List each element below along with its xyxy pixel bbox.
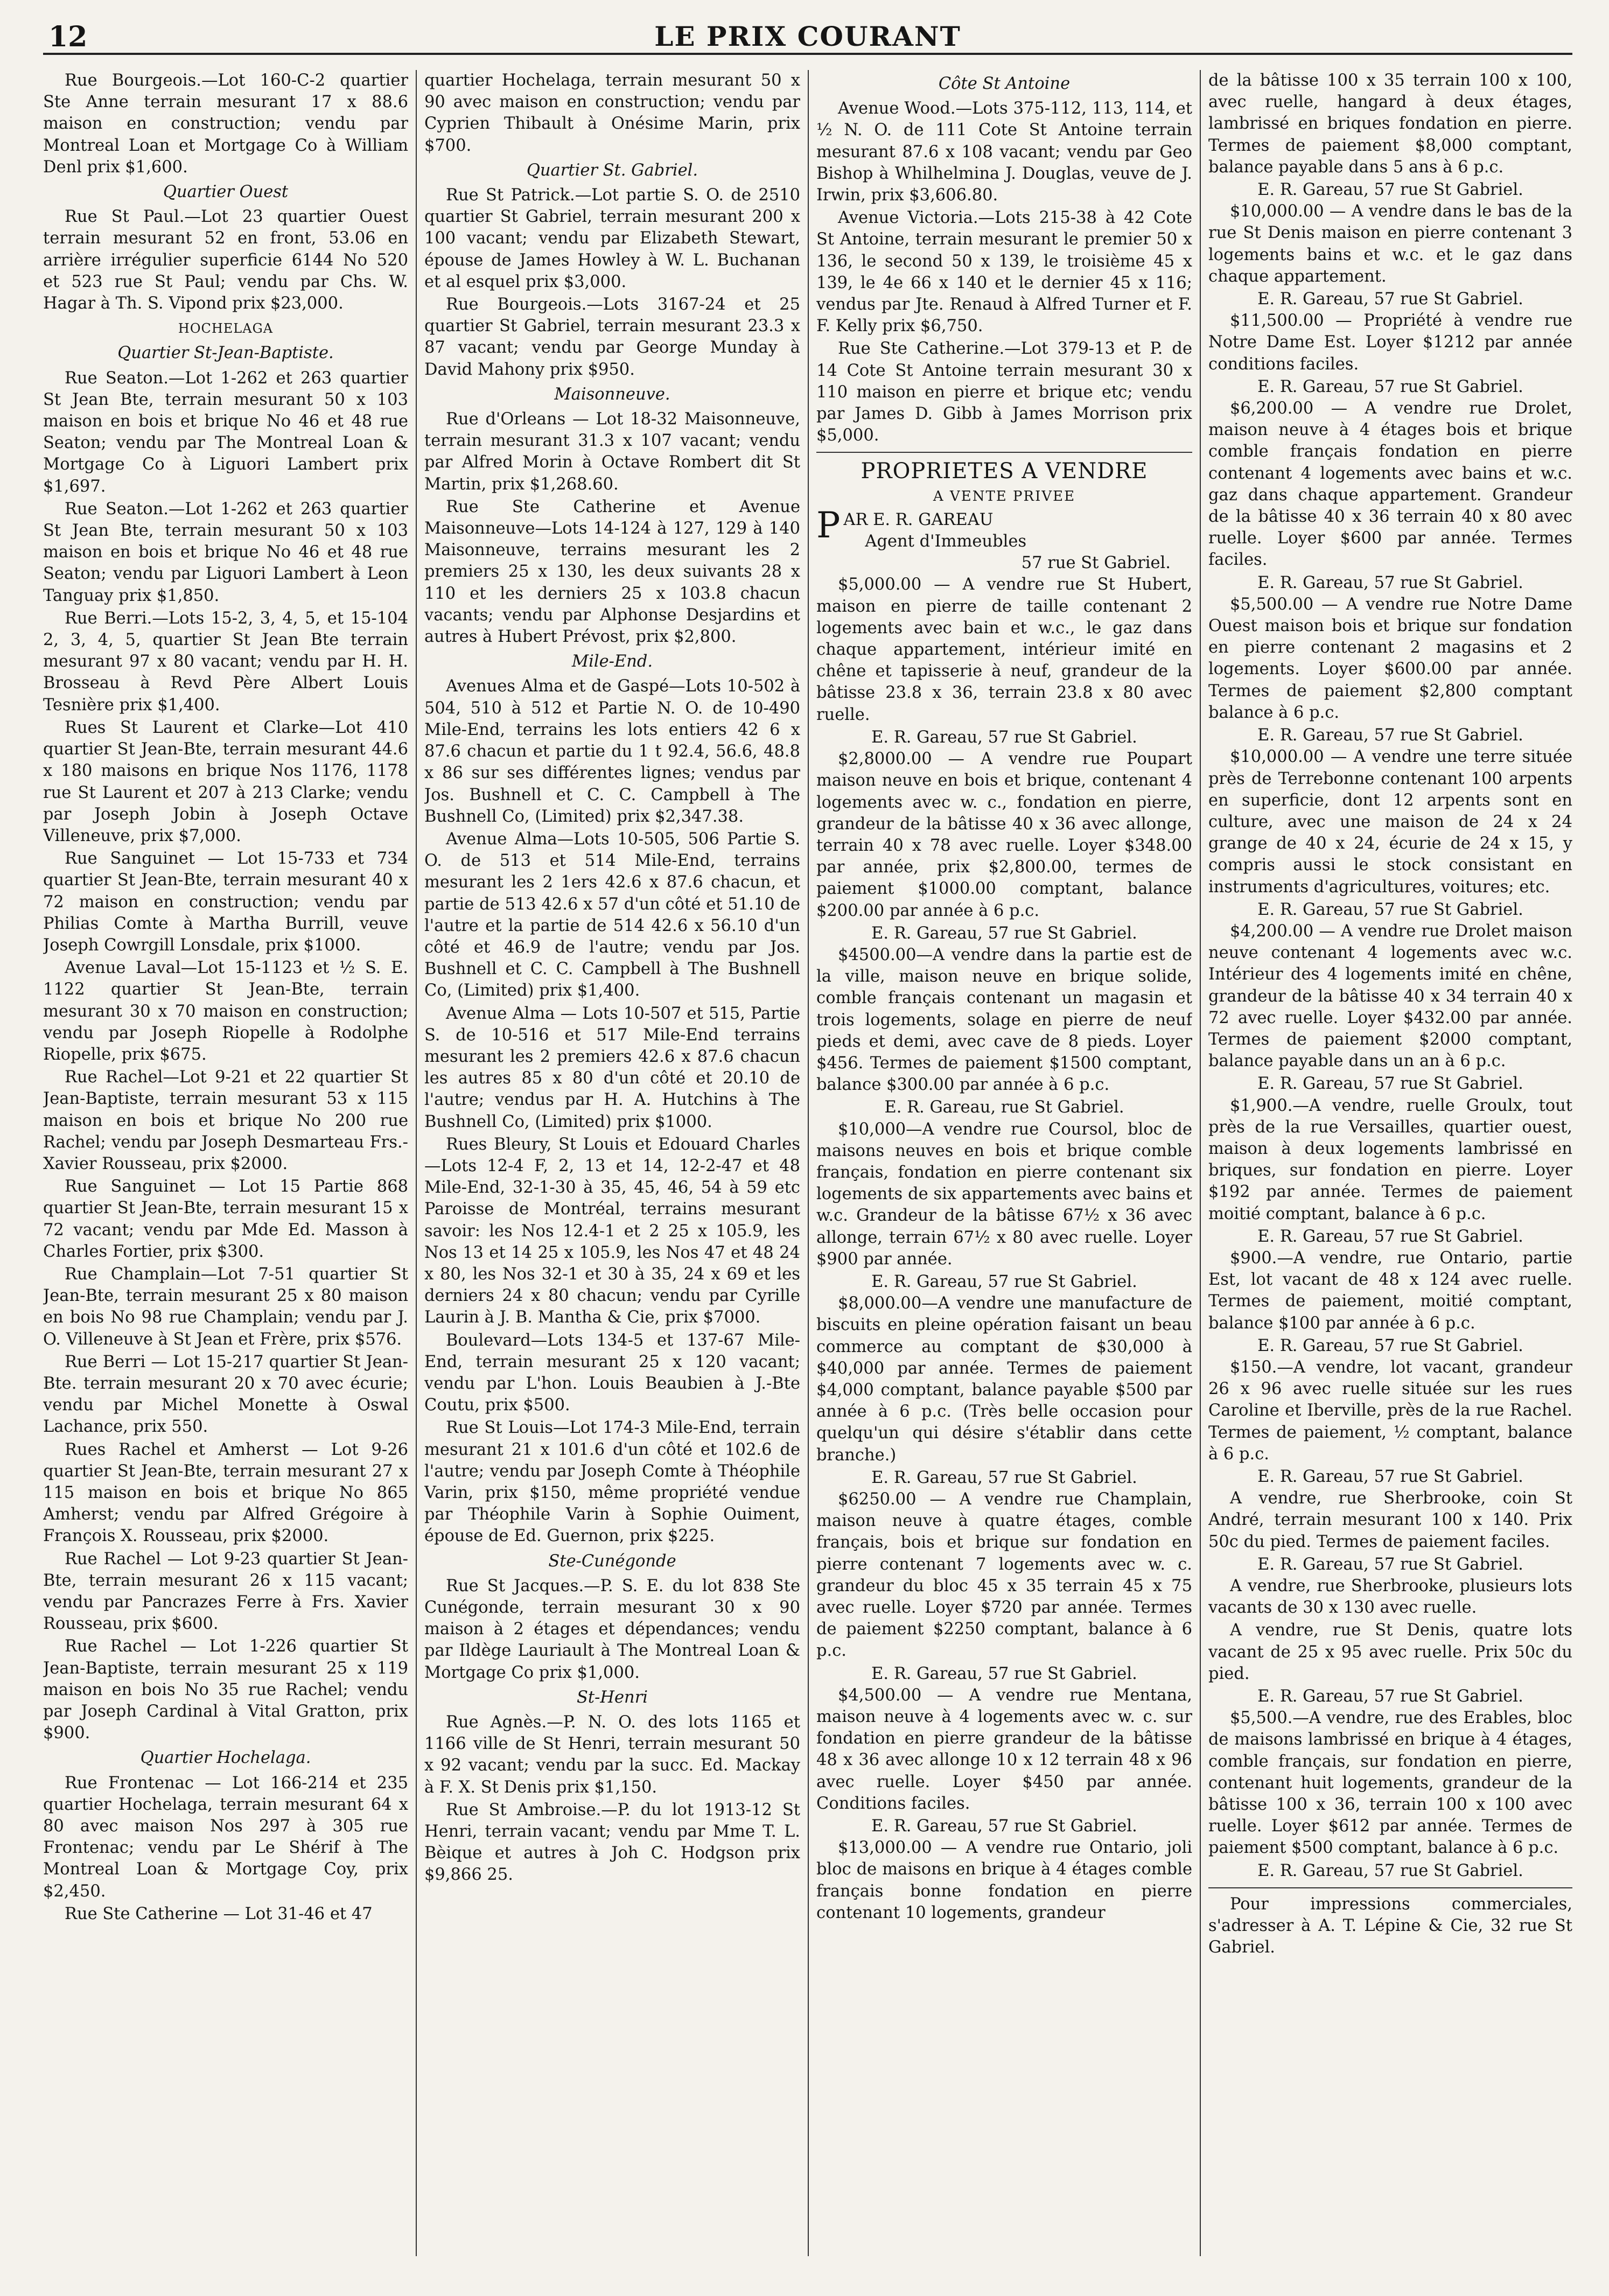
ad-listing: $900.—A vendre, rue Ontario, partie Est, lot vacant de 48 x 124 avec ruelle. Termes de paiement, moitié comptant, balance $100 par année à 6 p.c.: [1208, 1248, 1572, 1333]
ads-heading: PROPRIETES A VENDRE: [861, 459, 1148, 484]
listing: Rue Ste Catherine — Lot 31-46 et 47: [65, 1904, 373, 1923]
ad-signature: E. R. Gareau, 57 rue St Gabriel.: [871, 1664, 1137, 1683]
listing: Rue Ste Catherine.—Lot 379-13 et P. de 14 Cote St Antoine terrain mesurant 30 x 110 maison en pierre et brique etc; vendu par James D. Gibb à James Morrison prix $5,000.: [816, 339, 1192, 445]
listing: Rues Bleury, St Louis et Edouard Charles—Lots 12-4 F, 2, 13 et 14, 12-2-47 et 48 Mile-End, 32-1-30 à 35, 45, 46, 54 à 59 etc Paroisse de Montréal, terrains mesurant savoir: les Nos 12.4-1 et 2 25 x 105.9, les Nos 13 et 14 25 x 105.9, les Nos 47 et 48 24 x 80, les Nos 32-1 et 30 à 35, 24 x 69 et les derniers 24 x 80 chacun; vendu par Cyrille Laurin à J. B. Mantha & Cie, prix $7000.: [424, 1135, 800, 1327]
column-rule: [808, 70, 809, 2256]
section-heading: Quartier Ouest: [163, 183, 289, 202]
ad-listing: $11,500.00 — Propriété à vendre rue Notre Dame Est. Loyer $1212 par année conditions faciles.: [1208, 311, 1572, 374]
agent-name: AR E. R. GAREAU: [843, 510, 994, 529]
listing: Avenue Victoria.—Lots 215-38 à 42 Cote St Antoine, terrain mesurant le premier 50 x 136, le second 50 x 139, le troisième 45 x 139, le 4e 66 x 140 et le dernier 45 x 116; vendus par Jte. Renaud à Alfred Turner et F. F. Kelly prix $6,750.: [816, 208, 1192, 336]
ads-subheading: A VENTE PRIVEE: [933, 488, 1076, 505]
listing: Rue d'Orleans — Lot 18-32 Maisonneuve, terrain mesurant 31.3 x 107 vacant; vendu par Alfred Morin à Octave Rombert dit St Martin, prix $1,268.60.: [424, 410, 800, 494]
listing: Rue Sanguinet — Lot 15-733 et 734 quartier St Jean-Bte, terrain mesurant 40 x 72 maison en construction; vendu par Philias Comte à Martha Burrill, veuve Joseph Cowrgill Lonsdale, prix $1000.: [43, 849, 408, 955]
listing: Rue St Patrick.—Lot partie S. O. de 2510 quartier St Gabriel, terrain mesurant 200 x 100 vacant; vendu par Elizabeth Stewart, épouse de James Howley à W. L. Buchanan et al esquel prix $3,000.: [424, 186, 800, 291]
listing: Rues Rachel et Amherst — Lot 9-26 quartier St Jean-Bte, terrain mesurant 27 x 115 maison en bois et brique No 865 Amherst; vendu par Alfred Grégoire à François X. Rousseau, prix $2000.: [43, 1440, 408, 1546]
section-heading: St-Henri: [576, 1688, 648, 1707]
ad-signature: E. R. Gareau, 57 rue St Gabriel.: [1257, 1687, 1523, 1706]
section-heading: Quartier St-Jean-Baptiste.: [117, 344, 334, 363]
listing: Rues St Laurent et Clarke—Lot 410 quartier St Jean-Bte, terrain mesurant 44.6 x 180 maisons en brique Nos 1176, 1178 rue St Laurent et 207 à 213 Clarke; vendu par Joseph Jobin à Joseph Octave Villeneuve, prix $7,000.: [43, 718, 408, 845]
listing: Rue Frontenac — Lot 166-214 et 235 quartier Hochelaga, terrain mesurant 64 x 80 avec maison Nos 297 à 305 rue Frontenac; vendu par Le Shérif à The Montreal Loan & Mortgage Coy, prix $2,450.: [43, 1773, 408, 1901]
ad-listing: $5,000.00 — A vendre rue St Hubert, maison en pierre de taille contenant 2 logements avec bain et w.c., le gaz dans chaque appartement, intérieur imité en chêne et tapisserie à neuf, grandeur de la bâtisse 23.8 x 36, terrain 23.8 x 80 avec ruelle.: [816, 575, 1192, 724]
listing: Rue Berri.—Lots 15-2, 3, 4, 5, et 15-104 2, 3, 4, 5, quartier St Jean Bte terrain mesurant 97 x 80 vacant; vendu par H. H. Brosseau à Revd Père Albert Louis Tesnière prix $1,400.: [43, 608, 408, 715]
ad-listing: $13,000.00 — A vendre rue Ontario, joli bloc de maisons en brique à 4 étages comble français bonne fondation en pierre contenant 10 logements, grandeur: [816, 1838, 1192, 1922]
section-heading: Quartier Hochelaga.: [140, 1748, 311, 1768]
ad-listing: $6250.00 — A vendre rue Champlain, maison neuve à quatre étages, comble français, bois et brique sur fondation en pierre contenant 7 logements avec w. c. grandeur du bloc 45 x 35 terrain 45 x 75 avec ruelle. Loyer $720 par année. Termes de paiement $2250 comptant, balance à 6 p.c.: [816, 1490, 1192, 1661]
ad-signature: E. R. Gareau, 57 rue St Gabriel.: [871, 923, 1137, 943]
divider: [1208, 1887, 1572, 1888]
ad-listing: $4,200.00 — A vendre rue Drolet maison neuve contenant 4 logements avec w.c. Intérieur des 4 logements imité en chêne, grandeur de la bâtisse 40 x 34 terrain 40 x 72 avec ruelle. Loyer $432.00 par année. Termes de paiement $2000 comptant, balance payable dans un an à 6 p.c.: [1208, 921, 1572, 1071]
ad-listing: $4,500.00 — A vendre rue Mentana, maison neuve à 4 logements avec w. c. sur fondation en pierre grandeur de la bâtisse 48 x 36 avec allonge 10 x 12 terrain 48 x 96 avec ruelle. Loyer $450 par année. Conditions faciles.: [816, 1685, 1192, 1813]
ad-signature: E. R. Gareau, 57 rue St Gabriel.: [1257, 377, 1523, 396]
agent-address: 57 rue St Gabriel.: [1021, 554, 1171, 573]
ad-signature: E. R. Gareau, 57 rue St Gabriel.: [871, 1817, 1137, 1836]
agent-block: [816, 504, 1192, 552]
ad-listing: $1,900.—A vendre, ruelle Groulx, tout près de la rue Versailles, quartier ouest, maison à deux logements lambrissé en briques, sur fondation en pierre. Loyer $192 par année. Termes de paiement moitié comptant, balance à 6 p.c.: [1208, 1096, 1572, 1223]
ad-signature: E. R. Gareau, 57 rue St Gabriel.: [1257, 1227, 1523, 1246]
column-1: [43, 70, 408, 2256]
ad-listing: $5,500.00 — A vendre rue Notre Dame Ouest maison bois et brique sur fondation en pierre contenant 2 magasins et 2 logements. Loyer $600.00 par année. Termes de paiement $2,800 comptant balance à 6 p.c.: [1208, 594, 1572, 722]
ad-listing: A vendre, rue Sherbrooke, plusieurs lots vacants de 30 x 130 avec ruelle.: [1208, 1577, 1572, 1618]
listing: Boulevard—Lots 134-5 et 137-67 Mile-End, terrain mesurant 25 x 120 vacant; vendu par L'hon. Louis Beaubien à J.-Bte Coutu, prix $500.: [424, 1331, 800, 1415]
ad-signature: E. R. Gareau, 57 rue St Gabriel.: [871, 727, 1137, 747]
listing: Rue Agnès.—P. N. O. des lots 1165 et 1166 ville de St Henri, terrain mesurant 50 x 92 vacant; vendu par la succ. Ed. Mackay à F. X. St Denis prix $1,150.: [424, 1713, 800, 1797]
listing: Rue Seaton.—Lot 1-262 et 263 quartier St Jean Bte, terrain mesurant 50 x 103 maison en bois et brique No 46 et 48 rue Seaton; vendu par Liguori Lambert à Leon Tanguay prix $1,850.: [43, 499, 408, 605]
ad-listing: $2,8000.00 — A vendre rue Poupart maison neuve en bois et brique, contenant 4 logements avec w. c., fondation en pierre, grandeur de la bâtisse 40 x 36 avec allonge, terrain 40 x 78 avec ruelle. Loyer $348.00 par année, prix $2,800.00, termes de paiement $1000.00 comptant, balance $200.00 par année à 6 p.c.: [816, 750, 1192, 920]
listing: Rue Rachel—Lot 9-21 et 22 quartier St Jean-Baptiste, terrain mesurant 53 x 115 maison en bois et brique No 200 rue Rachel; vendu par Joseph Desmarteau Frs.-Xavier Rousseau, prix $2000.: [43, 1068, 408, 1173]
ad-listing: $10,000—A vendre rue Coursol, bloc de maisons neuves en bois et brique comble français, fondation en pierre contenant six logements de six appartements avec bains et w.c. Grandeur de la bâtisse 67½ x 36 avec allonge, terrain 67½ x 80 avec ruelle. Loyer $900 par année.: [816, 1119, 1192, 1269]
listing: Rue St Louis—Lot 174-3 Mile-End, terrain mesurant 21 x 101.6 d'un côté et 102.6 de l'autre; vendu par Joseph Comte à Théophile Varin, prix $150, même propriété vendue par Théophile Varin à Sophie Ouiment, épouse de Ed. Guernon, prix $225.: [424, 1418, 800, 1546]
ad-signature: E. R. Gareau, 57 rue St Gabriel.: [1257, 1467, 1523, 1486]
listing: Rue Bourgeois.—Lots 3167-24 et 25 quartier St Gabriel, terrain mesurant 23.3 x 87 vacant; vendu par George Munday à David Mahony prix $950.: [424, 295, 800, 379]
section-heading: Côte St Antoine: [938, 74, 1071, 93]
ad-listing: $4500.00—A vendre dans la partie est de la ville, maison neuve en brique solide, comble français contenant un magasin et trois logements, solage en pierre de neuf pieds et demi, avec cave de 8 pieds. Loyer $456. Termes de paiement $1500 comptant, balance $300.00 par année à 6 p.c.: [816, 945, 1192, 1095]
column-rule: [416, 70, 417, 2256]
section-heading: Ste-Cunégonde: [548, 1551, 676, 1571]
ad-listing: A vendre, rue St Denis, quatre lots vacant de 25 x 95 avec ruelle. Prix 50c du pied.: [1208, 1621, 1572, 1683]
section-heading: Mile-End.: [571, 652, 653, 671]
section-heading: HOCHELAGA: [178, 321, 274, 337]
listing: Avenue Alma—Lots 10-505, 506 Partie S. O. de 513 et 514 Mile-End, terrains mesurant les 2 1ers 42.6 x 87.6 chacun, et partie de 513 42.6 x 57 d'un côté et 51.10 de l'autre et la partie de 514 42.6 x 56.10 d'un côté et 46.9 de l'autre; vendu par Jos. Bushnell et C. C. Campbell à The Bushnell Co, (Limited) prix $1,400.: [424, 829, 800, 1000]
column-4: [1208, 70, 1572, 2256]
ad-listing: $5,500.—A vendre, rue des Erables, bloc de maisons lambrissé en brique à 4 étages, comble français, sur fondation en pierre, contenant huit logements, grandeur de la bâtisse 100 x 36, terrain 100 x 100 avec ruelle. Loyer $612 par année. Termes de paiement $500 comptant, balance à 6 p.c.: [1208, 1709, 1572, 1858]
listing: Rue Rachel — Lot 1-226 quartier St Jean-Baptiste, terrain mesurant 25 x 119 maison en bois No 35 rue Rachel; vendu par Joseph Cardinal à Vital Gratton, prix $900.: [43, 1637, 408, 1743]
listing: Avenue Wood.—Lots 375-112, 113, 114, et ½ N. O. de 111 Cote St Antoine terrain mesurant 87.6 x 108 vacant; vendu par Geo Bishop à Whilhelmina J. Douglas, veuve de J. Irwin, prix $3,606.80.: [816, 99, 1192, 205]
ad-listing: de la bâtisse 100 x 35 terrain 100 x 100, avec ruelle, hangard à deux étages, lambrissé en briques fondation en pierre. Termes de paiement $8,000 comptant, balance payable dans 5 ans à 6 p.c.: [1208, 71, 1572, 177]
listing: Avenue Alma — Lots 10-507 et 515, Partie S. de 10-516 et 517 Mile-End terrains mesurant les 2 premiers 42.6 x 87.6 chacun les autres 85 x 80 d'un côté et 20.10 de l'autre; vendus par H. A. Hutchins à The Bushnell Co, (Limited) prix $1000.: [424, 1004, 800, 1131]
listing: Rue St Jacques.—P. S. E. du lot 838 Ste Cunégonde, terrain mesurant 30 x 90 maison à 2 étages et dépendances; vendu par Ildège Lauriault à The Montreal Loan & Mortgage Co prix $1,000.: [424, 1576, 800, 1682]
listing: Rue Sanguinet — Lot 15 Partie 868 quartier St Jean-Bte, terrain mesurant 15 x 72 vacant; vendu par Mde Ed. Masson à Charles Fortier, prix $300.: [43, 1177, 408, 1261]
listing: Rue Ste Catherine et Avenue Maisonneuve—Lots 14-124 à 127, 129 à 140 Maisonneuve, terrains mesurant les 2 premiers 25 x 130, les deux suivants 28 x 110 et les derniers 25 x 103.8 chacun vacants; vendu par Alphonse Desjardins et autres à Hubert Prévost, prix $2,800.: [424, 497, 800, 647]
ad-listing: A vendre, rue Sherbrooke, coin St André, terrain mesurant 100 x 140. Prix 50c du pied. Termes de paiement faciles.: [1208, 1489, 1572, 1551]
agent-title: Agent d'Immeubles: [865, 532, 1027, 551]
page-header: [43, 20, 1572, 55]
ad-signature: E. R. Gareau, 57 rue St Gabriel.: [871, 1468, 1137, 1487]
ad-listing: $6,200.00 — A vendre rue Drolet, maison neuve à 4 étages bois et brique comble français fondation en pierre contenant 4 logements avec bains et w.c. gaz dans chaque appartement. Grandeur de la bâtisse 40 x 36 terrain 40 x 80 avec ruelle. Loyer $600 par année. Termes faciles.: [1208, 399, 1572, 570]
column-2: [424, 70, 800, 2256]
ad-signature: E. R. Gareau, 57 rue St Gabriel.: [1257, 1074, 1523, 1094]
listing: Rue Berri — Lot 15-217 quartier St Jean-Bte. terrain mesurant 20 x 70 avec écurie; vendu par Michel Monette à Oswal Lachance, prix 550.: [43, 1352, 408, 1437]
ad-signature: E. R. Gareau, 57 rue St Gabriel.: [871, 1272, 1137, 1291]
listing: Rue St Paul.—Lot 23 quartier Ouest terrain mesurant 52 en front, 53.06 en arrière irrégulier superficie 6144 No 520 et 523 rue St Paul; vendu par Chs. W. Hagar à Th. S. Vipond prix $23,000.: [43, 207, 408, 313]
masthead-title: LE PRIX COURANT: [654, 20, 961, 52]
ad-signature: E. R. Gareau, 57 rue St Gabriel.: [1257, 726, 1523, 745]
listing: Rue Bourgeois.—Lot 160-C-2 quartier Ste Anne terrain mesurant 17 x 88.6 maison en construction; vendu par Montreal Loan et Mortgage Co à William Denl prix $1,600.: [43, 71, 408, 177]
listing: quartier Hochelaga, terrain mesurant 50 x 90 avec maison en construction; vendu par Cyprien Thibault à Onésime Marin, prix $700.: [424, 71, 800, 155]
ad-signature: E. R. Gareau, 57 rue St Gabriel.: [1257, 1336, 1523, 1355]
listing: Avenue Laval—Lot 15-1123 et ½ S. E. 1122 quartier St Jean-Bte, terrain mesurant 30 x 70 maison en construction; vendu par Joseph Riopelle à Rodolphe Riopelle, prix $675.: [43, 958, 408, 1064]
listing: Rue Seaton.—Lot 1-262 et 263 quartier St Jean Bte, terrain mesurant 50 x 103 maison en bois et brique No 46 et 48 rue Seaton; vendu par The Montreal Loan & Mortgage Co à Liguori Lambert prix $1,697.: [43, 368, 408, 496]
section-heading: Quartier St. Gabriel.: [526, 160, 698, 180]
ad-signature: E. R. Gareau, 57 rue St Gabriel.: [1257, 290, 1523, 309]
section-heading: Maisonneuve.: [554, 384, 670, 404]
ad-listing: $8,000.00—A vendre une manufacture de biscuits en pleine opération faisant un beau commerce au comptant de $30,000 à $40,000 par année. Termes de paiement $4,000 comptant, balance payable $500 par année à 6 p.c. (Très belle occasion pour quelqu'un qui désire s'établir dans cette branche.): [816, 1294, 1192, 1465]
ad-signature: E. R. Gareau, 57 rue St Gabriel.: [1257, 900, 1523, 919]
printer-notice: Pour impressions commerciales, s'adresser à A. T. Lépine & Cie, 32 rue St Gabriel.: [1208, 1894, 1572, 1957]
ad-signature: E. R. Gareau, rue St Gabriel.: [884, 1098, 1124, 1117]
column-rule: [1200, 70, 1201, 2256]
listing: Avenues Alma et de Gaspé—Lots 10-502 à 504, 510 à 512 et Partie N. O. de 10-490 Mile-End, terrains les lots entiers 42 6 x 87.6 chacun et partie du 1 t 92.4, 56.6, 48.8 x 86 sur ses différentes lignes; vendus par Jos. Bushnell et C. C. Campbell à The Bushnell Co, (Limited) prix $2,347.38.: [424, 677, 800, 826]
column-3: [816, 70, 1192, 2256]
ad-listing: $10,000.00 — A vendre dans le bas de la rue St Denis maison en pierre contenant 3 logements bains et w.c. et le gaz dans chaque appartement.: [1208, 202, 1572, 286]
listing: Rue St Ambroise.—P. du lot 1913-12 St Henri, terrain vacant; vendu par Mme T. L. Bèique et autres à Joh C. Hodgson prix $9,866 25.: [424, 1800, 800, 1885]
ad-signature: E. R. Gareau, 57 rue St Gabriel.: [1257, 573, 1523, 592]
ad-signature: E. R. Gareau, 57 rue St Gabriel.: [1257, 1861, 1523, 1880]
drop-cap: P: [816, 504, 841, 546]
ad-signature: E. R. Gareau, 57 rue St Gabriel.: [1257, 180, 1523, 200]
page-number: 12: [48, 20, 88, 53]
listing: Rue Rachel — Lot 9-23 quartier St Jean-Bte, terrain mesurant 26 x 115 vacant; vendu par Pancrazes Ferre à Frs. Xavier Rousseau, prix $600.: [43, 1549, 408, 1634]
ad-listing: $150.—A vendre, lot vacant, grandeur 26 x 96 avec ruelle située sur les rues Caroline et Iberville, près de la rue Rachel. Termes de paiement, ½ comptant, balance à 6 p.c.: [1208, 1357, 1572, 1464]
divider: [816, 452, 1192, 453]
ad-listing: $10,000.00 — A vendre une terre située près de Terrebonne contenant 100 arpents en superficie, dont 12 arpents sont en culture, avec une maison de 24 x 24 grange de 40 x 24, écurie de 24 x 15, y compris aussi le stock consistant en instruments d'agricultures, voitures; etc.: [1208, 747, 1572, 897]
ad-signature: E. R. Gareau, 57 rue St Gabriel.: [1257, 1555, 1523, 1574]
listing: Rue Champlain—Lot 7-51 quartier St Jean-Bte, terrain mesurant 25 x 80 maison en bois No 98 rue Champlain; vendu par J. O. Villeneuve à St Jean et Frère, prix $576.: [43, 1264, 408, 1349]
